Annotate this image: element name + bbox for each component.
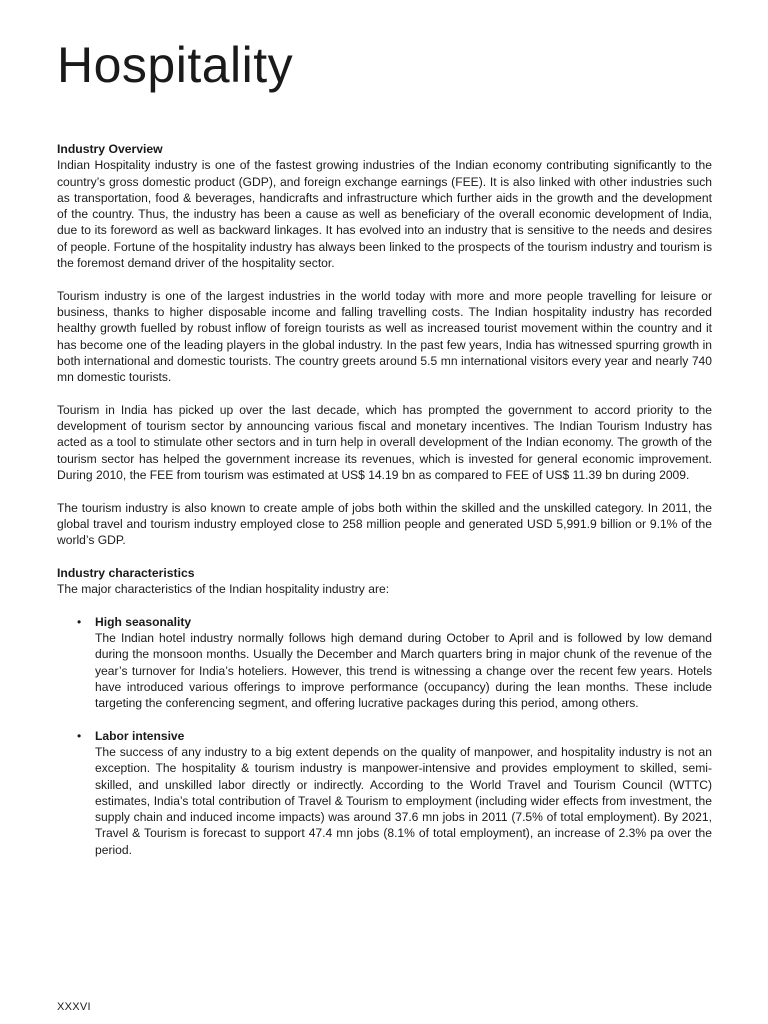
- document-body: [57, 141, 712, 874]
- overview-paragraph-2: Tourism industry is one of the largest industries in the world today with more and more people travelling for leisure or business, thanks to higher disposable income and falling travelling costs. The Indian hospitality industry has recorded healthy growth fuelled by robust inflow of foreign tourists as well as increased tourist movement within the country and it has become one of the leading players in the global industry. In the past few years, India has witnessed spurring growth in both international and domestic tourists. The country greets around 5.5 mn international visitors every year and nearly 740 mn domestic tourists.: [57, 288, 712, 385]
- characteristics-list: [57, 614, 712, 858]
- bullet-icon: •: [77, 728, 82, 743]
- list-item-body: The Indian hotel industry normally follows high demand during October to April and is followed by low demand during the monsoon months. Usually the December and March quarters bring in major chunk of the revenue of the year’s turnover for India’s hoteliers. However, this trend is witnessing a change over the recent few years. Hotels have introduced various offerings to improve performance (occupancy) during the lean months. These include targeting the conferencing segment, and offering lucrative packages during this period, among others.: [95, 630, 712, 711]
- overview-paragraph-1: Indian Hospitality industry is one of the fastest growing industries of the Indian economy contributing significantly to the country’s gross domestic product (GDP), and foreign exchange earnings (FEE). It is also linked with other industries such as transportation, food & beverages, handicrafts and infrastructure which further aids in the growth and the development of the country. Thus, the industry has been a cause as well as beneficiary of the overall economic development of India, due to its foreword as well as backward linkages. It has evolved into an industry that is sensitive to the needs and desires of people. Fortune of the hospitality industry has always been linked to the prospects of the tourism industry and tourism is the foremost demand driver of the hospitality sector.: [57, 158, 712, 271]
- list-item-body: The success of any industry to a big extent depends on the quality of manpower, and hospitality industry is not an exception. The hospitality & tourism industry is manpower-intensive and provides employment to skilled, semi-skilled, and unskilled labor directly or indirectly. According to the World Travel and Tourism Council (WTTC) estimates, India’s total contribution of Travel & Tourism to employment (including wider effects from investment, the supply chain and induced income impacts) was around 37.6 mn jobs in 2011 (7.5% of total employment). By 2021, Travel & Tourism is forecast to support 47.4 mn jobs (8.1% of total employment), an increase of 2.3% pa over the period.: [95, 744, 712, 857]
- list-item-labor-intensive: [77, 728, 712, 858]
- page-title: Hospitality: [57, 37, 294, 93]
- list-item-title: Labor intensive: [95, 728, 185, 743]
- section-heading-characteristics: Industry characteristics: [57, 565, 195, 580]
- list-item-high-seasonality: [77, 614, 712, 712]
- bullet-icon: •: [77, 614, 82, 629]
- list-item-title: High seasonality: [95, 614, 192, 629]
- page-number: XXXVI: [57, 1001, 91, 1013]
- overview-paragraph-3: Tourism in India has picked up over the last decade, which has prompted the government to accord priority to the development of tourism sector by announcing various fiscal and monetary incentives. The Indian Tourism Industry has acted as a tool to stimulate other sectors and in turn help in overall development of the Indian economy. The growth of the tourism sector has helped the government increase its revenues, which is invested for general economic improvement. During 2010, the FEE from tourism was estimated at US$ 14.19 bn as compared to FEE of US$ 11.39 bn during 2009.: [57, 402, 712, 482]
- section-heading-overview: Industry Overview: [57, 142, 163, 156]
- characteristics-intro: The major characteristics of the Indian hospitality industry are:: [57, 582, 390, 597]
- document-page: [57, 0, 712, 1024]
- overview-paragraph-4: The tourism industry is also known to create ample of jobs both within the skilled and the unskilled category. In 2011, the global travel and tourism industry employed close to 258 million people and generated USD 5,991.9 billion or 9.1% of the world’s GDP.: [57, 500, 712, 548]
